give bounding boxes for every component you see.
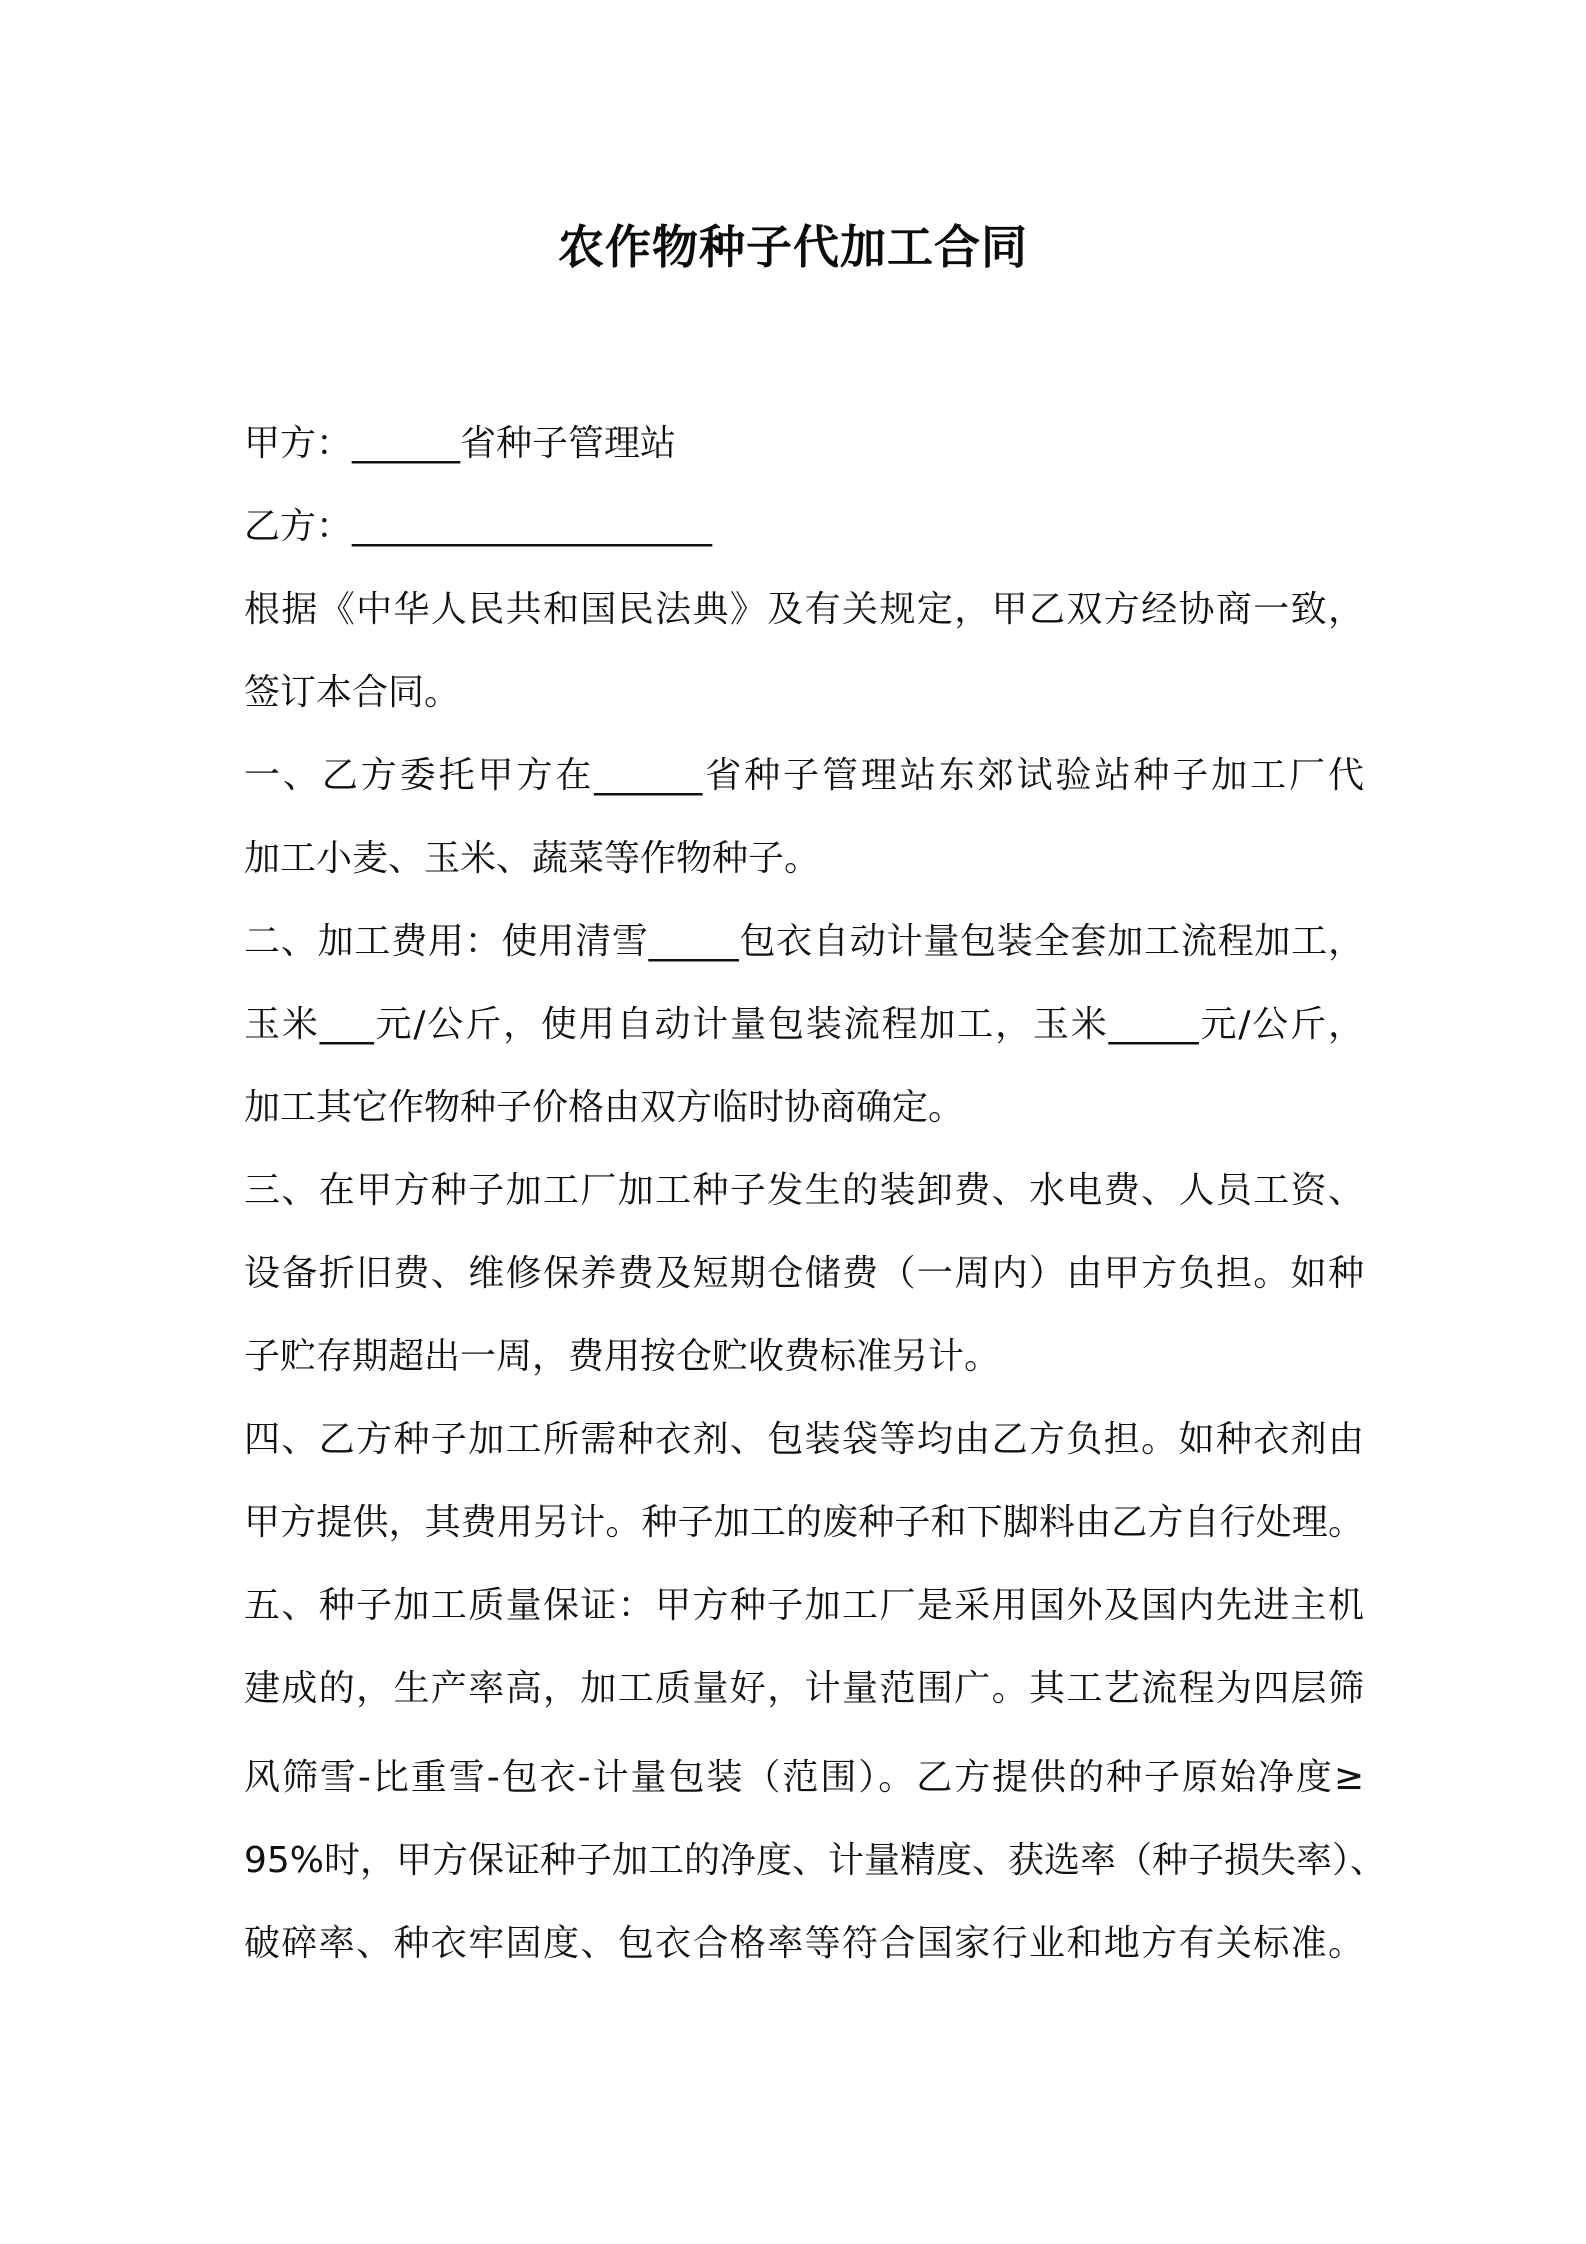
party-a-line: 甲方：______省种子管理站: [244, 423, 677, 464]
document-title: 农作物种子代加工合同: [558, 220, 1028, 274]
party-b-line: 乙方：____________________: [244, 506, 713, 547]
clause-5-line-4: 95%时，甲方保证种子加工的净度、计量精度、获选率（种子损失率）、: [244, 1840, 1387, 1881]
clause-5-line-3: 风筛雪-比重雪-包衣-计量包装（范围）。乙方提供的种子原始净度≥: [244, 1757, 1364, 1798]
preamble-line-2: 签订本合同。: [244, 672, 461, 713]
clause-5-line-1: 五、种子加工质量保证：甲方种子加工厂是采用国外及国内先进主机: [244, 1585, 1364, 1626]
clause-1-line-2: 加工小麦、玉米、蔬菜等作物种子。: [244, 838, 821, 879]
contract-body: [244, 402, 1387, 1985]
clause-4-line-2: 甲方提供，其费用另计。种子加工的废种子和下脚料由乙方自行处理。: [244, 1502, 1364, 1543]
clause-3-line-3: 子贮存期超出一周，费用按仓贮收费标准另计。: [244, 1336, 1001, 1377]
clause-3-line-2: 设备折旧费、维修保养费及短期仓储费（一周内）由甲方负担。如种: [244, 1253, 1364, 1294]
clause-5-line-2: 建成的，生产率高，加工质量好，计量范围广。其工艺流程为四层筛: [244, 1668, 1364, 1709]
clause-5-line-5: 破碎率、种衣牢固度、包衣合格率等符合国家行业和地方有关标准。: [244, 1923, 1364, 1964]
clause-4-line-1: 四、乙方种子加工所需种衣剂、包装袋等均由乙方负担。如种衣剂由: [244, 1419, 1364, 1460]
clause-3-line-1: 三、在甲方种子加工厂加工种子发生的装卸费、水电费、人员工资、: [244, 1170, 1364, 1211]
clause-2-line-2: 玉米___元/公斤，使用自动计量包装流程加工，玉米_____元/公斤，: [244, 1004, 1364, 1045]
clause-2-line-3: 加工其它作物种子价格由双方临时协商确定。: [244, 1087, 965, 1128]
clause-1-line-1: 一、乙方委托甲方在______省种子管理站东郊试验站种子加工厂代: [244, 755, 1364, 796]
preamble-line-1: 根据《中华人民共和国民法典》及有关规定，甲乙双方经协商一致，: [244, 589, 1364, 630]
clause-2-line-1: 二、加工费用：使用清雪_____包衣自动计量包装全套加工流程加工，: [244, 921, 1364, 962]
